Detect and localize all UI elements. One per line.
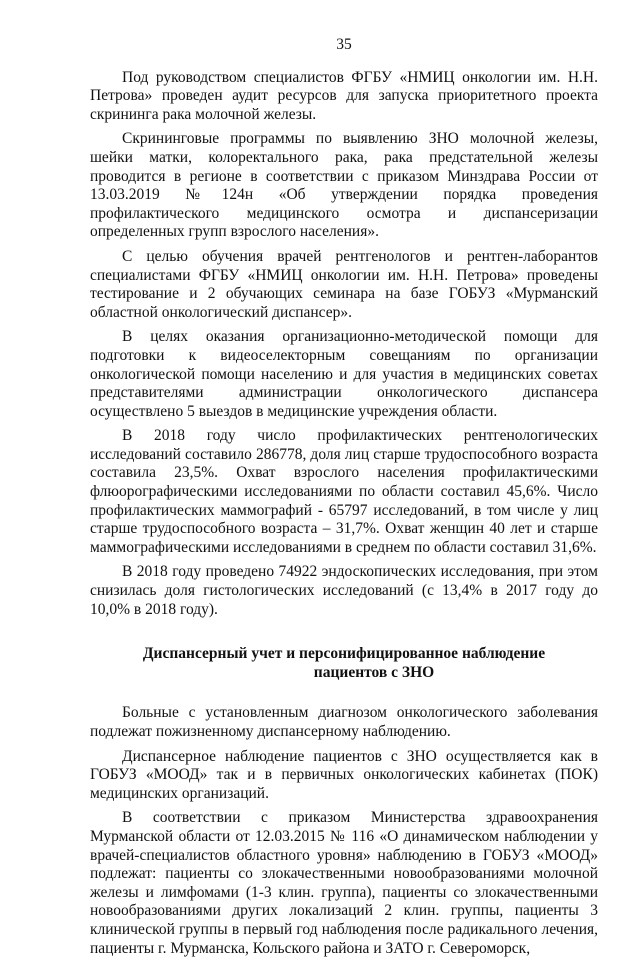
- section-heading-line-1: Диспансерный учет и персонифицированное наблюдение: [142, 645, 546, 663]
- section-heading-line-2: пациентов с ЗНО: [313, 663, 435, 681]
- paragraph-screening-programs: Скрининговые программы по выявлению ЗНО молочной железы, шейки матки, колоректального рака, рака предстательной железы проводится в регионе в соответствии с приказом Минздрава России от 13.03.2019 №124н «Об утверждении порядка проведения профилактического медицинского осмотра и диспансеризации определенных групп взрослого населения».: [90, 130, 598, 241]
- section-heading: [90, 645, 598, 682]
- paragraph-training: С целью обучения врачей рентгенологов и рентген-лаборантов специалистами ФГБУ «НМИЦ онкологии им. Н.Н. Петрова» проведены тестирование и 2 обучающих семинара на базе ГОБУЗ «Мурманский областной онкологический диспансер».: [90, 247, 598, 321]
- document-page: [90, 36, 598, 964]
- paragraph-endoscopy: В 2018 году проведено 74922 эндоскопических исследования, при этом снизилась доля гистологических исследований (с 13,4% в 2017 году до 10,0% в 2018 году).: [90, 563, 598, 618]
- paragraph-audit: Под руководством специалистов ФГБУ «НМИЦ онкологии им. Н.Н. Петрова» проведен аудит ресурсов для запуска приоритетного проекта скрининга рака молочной железы.: [90, 68, 598, 123]
- page-number: 35: [336, 36, 352, 53]
- paragraph-methodical-help: В целях оказания организационно-методической помощи для подготовки к видеоселекторным совещаниям по организации онкологической помощи населению и для участия в медицинских советах представителями администрации онкологического диспансера осуществлено 5 выездов в медицинские учреждения области.: [90, 328, 598, 420]
- paragraph-order-116: В соответствии с приказом Министерства здравоохранения Мурманской области от 12.03.2015 № 116 «О динамическом наблюдении у врачей-специалистов областного уровня» наблюдению в ГОБУЗ «МООД» подлежат: пациенты со злокачественными новообразованиями молочной железы и лимфомами (1-3 клин. группа), пациенты со злокачественными новообразованиями других локализаций 2 клин. группы, пациенты 3 клинической группы в первый год наблюдения после радикального лечения, пациенты г. Мурманска, Кольского района и ЗАТО г. Североморск,: [90, 809, 598, 957]
- paragraph-xray-statistics: В 2018 году число профилактических рентгенологических исследований составило 286778, доля лиц старше трудоспособного возраста составила 23,5%. Охват взрослого населения профилактическими флюорографическими исследованиями по области составил 45,6%. Число профилактических маммографий - 65797 исследований, в том числе у лиц старше трудоспособного возраста – 31,7%. Охват женщин 40 лет и старше маммографическими исследованиями в среднем по области составил 31,6%.: [90, 427, 598, 556]
- paragraph-lifelong-observation: Больные с установленным диагнозом онкологического заболевания подлежат пожизненному диспансерному наблюдению.: [90, 704, 598, 740]
- paragraph-dispensary-observation: Диспансерное наблюдение пациентов с ЗНО осуществляется как в ГОБУЗ «МООД» так и в первичных онкологических кабинетах (ПОК) медицинских организаций.: [90, 747, 598, 802]
